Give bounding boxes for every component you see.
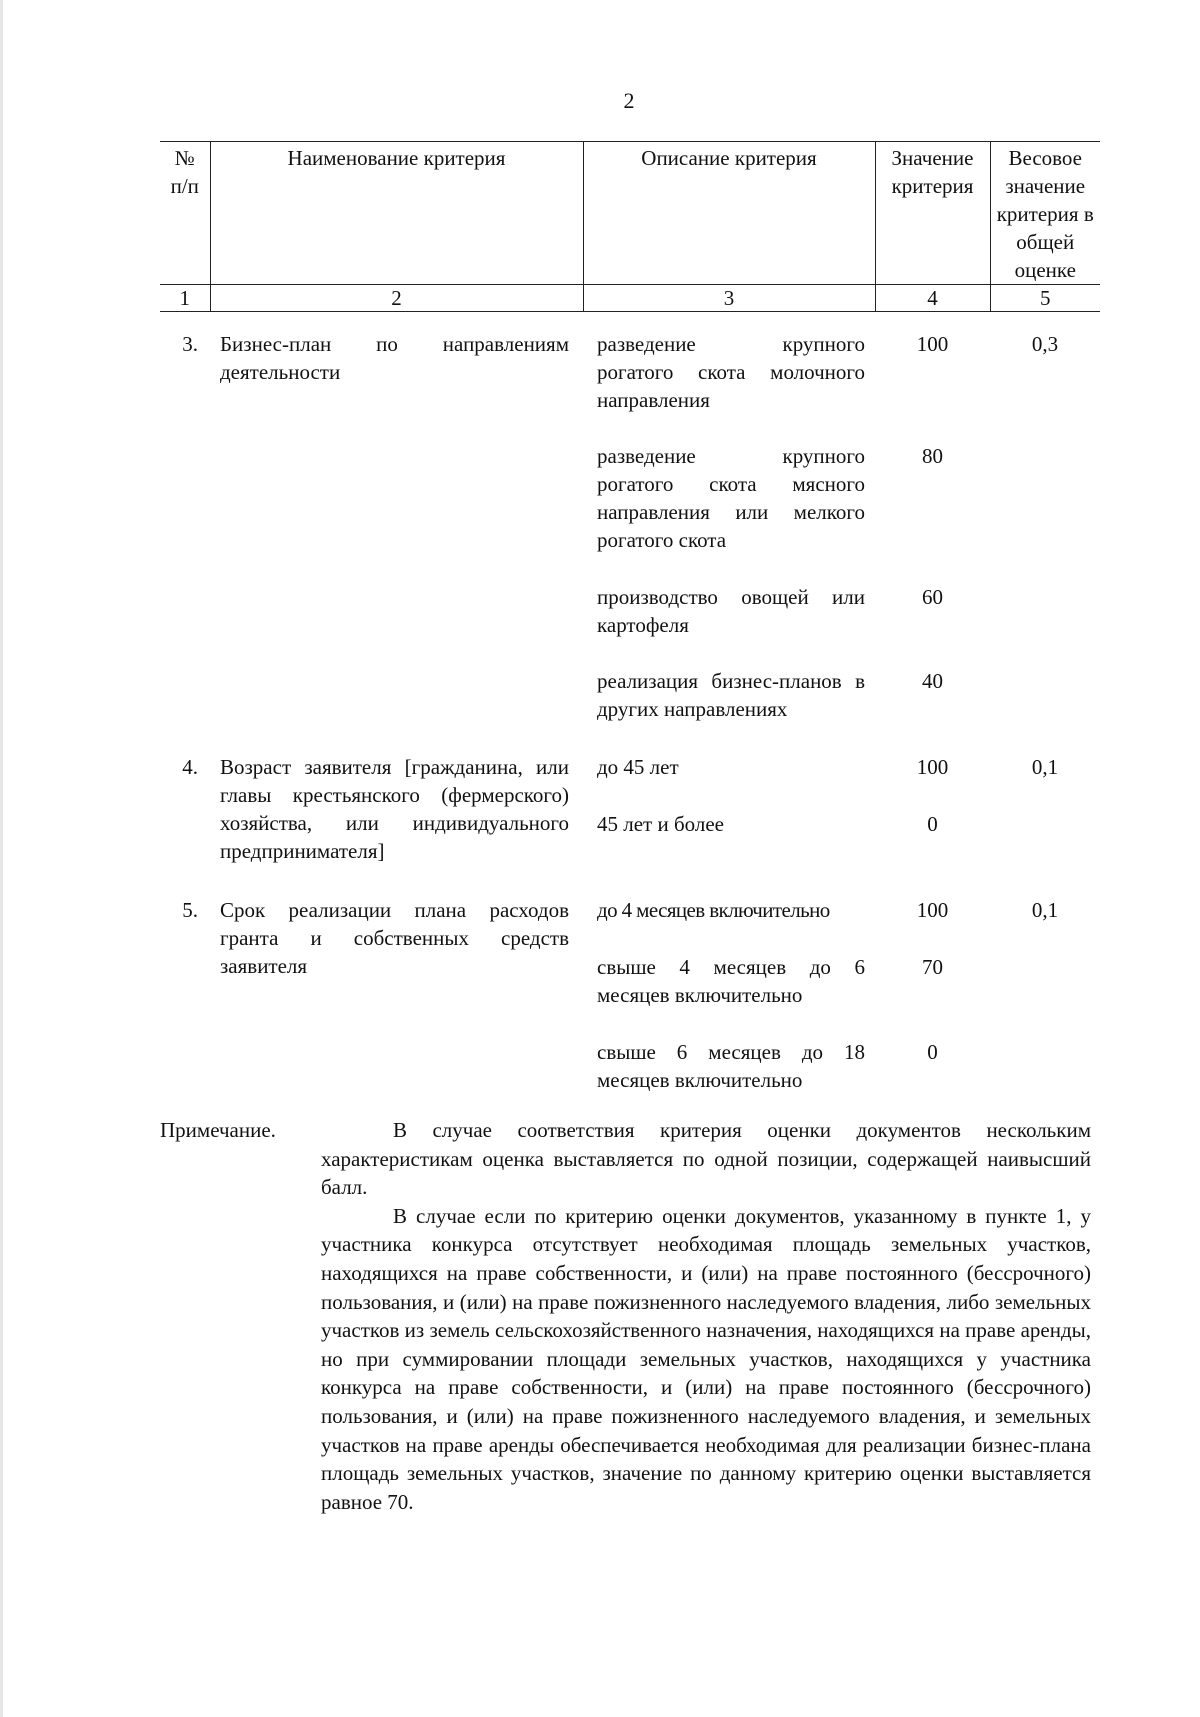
column-number: 4 — [875, 285, 990, 312]
header-number: № п/п — [160, 142, 210, 285]
criterion-value: 70 — [922, 955, 943, 979]
criterion-name: Бизнес-план по направлениям деятельности — [220, 332, 569, 384]
row-number: 5. — [182, 898, 198, 922]
criterion-value: 100 — [916, 755, 949, 779]
note-paragraph: В случае если по критерию оценки документов, указанному в пункте 1, у участника конкурса отсутствует необходимая площадь земельных участков, находящихся на праве собственности, и (или) на праве постоянного (бессрочного) пользования, и (или) на праве пожизненного наследуемого владения, либо земельных участков из земель сельскохозяйственного назначения, находящихся на праве аренды, но при суммировании площади земельных участков, находящихся у участника конкурса на праве собственности, и (или) на праве постоянного (бессрочного) пользования, и (или) на праве пожизненного наследуемого владения, и земельных участков на праве аренды обеспечивается необходимая для реализации бизнес-плана площадь земельных участков, значение по данному критерию оценки выставляется равное 70. — [321, 1203, 1091, 1514]
column-number: 1 — [160, 285, 210, 312]
note-label: Примечание. — [160, 1118, 276, 1142]
criterion-description: до 4 месяцев включительно — [597, 898, 830, 922]
table-row — [160, 753, 1100, 810]
header-criterion-description: Описание критерия — [583, 142, 875, 285]
criterion-value: 60 — [922, 585, 943, 609]
header-row — [160, 142, 1100, 285]
criterion-description: до 45 лет — [597, 755, 679, 779]
criterion-value: 100 — [916, 332, 949, 356]
criterion-value: 40 — [922, 669, 943, 693]
page-number: 2 — [623, 88, 635, 113]
header-criterion-weight: Весовое значение критерия в общей оценке — [990, 142, 1100, 285]
criterion-description: свыше 4 месяцев до 6 месяцев включительно — [597, 955, 865, 1007]
scan-edge — [0, 0, 3, 1717]
criterion-description: разведение крупного рогатого скота мясного направления или мелкого рогатого скота — [597, 444, 865, 552]
criterion-description: реализация бизнес-планов в других направлениях — [597, 669, 865, 721]
criterion-value: 100 — [916, 898, 949, 922]
criterion-description: разведение крупного рогатого скота молочного направления — [597, 332, 865, 412]
criterion-weight: 0,1 — [1031, 755, 1059, 779]
criterion-description: производство овощей или картофеля — [597, 585, 865, 637]
table-row — [160, 312, 1100, 443]
note-paragraph: В случае соответствия критерия оценки документов нескольким характеристикам оценка выставляется по одной позиции, содержащей наивысший балл. — [321, 1118, 1091, 1200]
criterion-value: 0 — [927, 1040, 938, 1064]
column-number: 5 — [990, 285, 1100, 312]
header-criterion-value: Значение критерия — [875, 142, 990, 285]
criterion-name: Срок реализации плана расходов гранта и собственных средств заявителя — [220, 898, 569, 978]
criterion-value: 80 — [922, 444, 943, 468]
row-number: 3. — [182, 332, 198, 356]
column-number: 3 — [583, 285, 875, 312]
column-number-row — [160, 285, 1100, 312]
row-number: 4. — [182, 755, 198, 779]
criterion-value: 0 — [927, 812, 938, 836]
criterion-weight: 0,3 — [1031, 332, 1059, 356]
header-criterion-name: Наименование критерия — [210, 142, 583, 285]
criterion-weight: 0,1 — [1031, 898, 1059, 922]
note-body — [321, 1116, 1091, 1516]
criteria-table — [160, 141, 1100, 1094]
criterion-description: свыше 6 месяцев до 18 месяцев включительно — [597, 1040, 865, 1092]
criterion-name: Возраст заявителя [гражданина, или главы крестьянского (фермерского) хозяйства, или индивидуального предпринимателя] — [220, 755, 569, 863]
column-number: 2 — [210, 285, 583, 312]
table-row — [160, 896, 1100, 953]
criterion-description: 45 лет и более — [597, 812, 724, 836]
